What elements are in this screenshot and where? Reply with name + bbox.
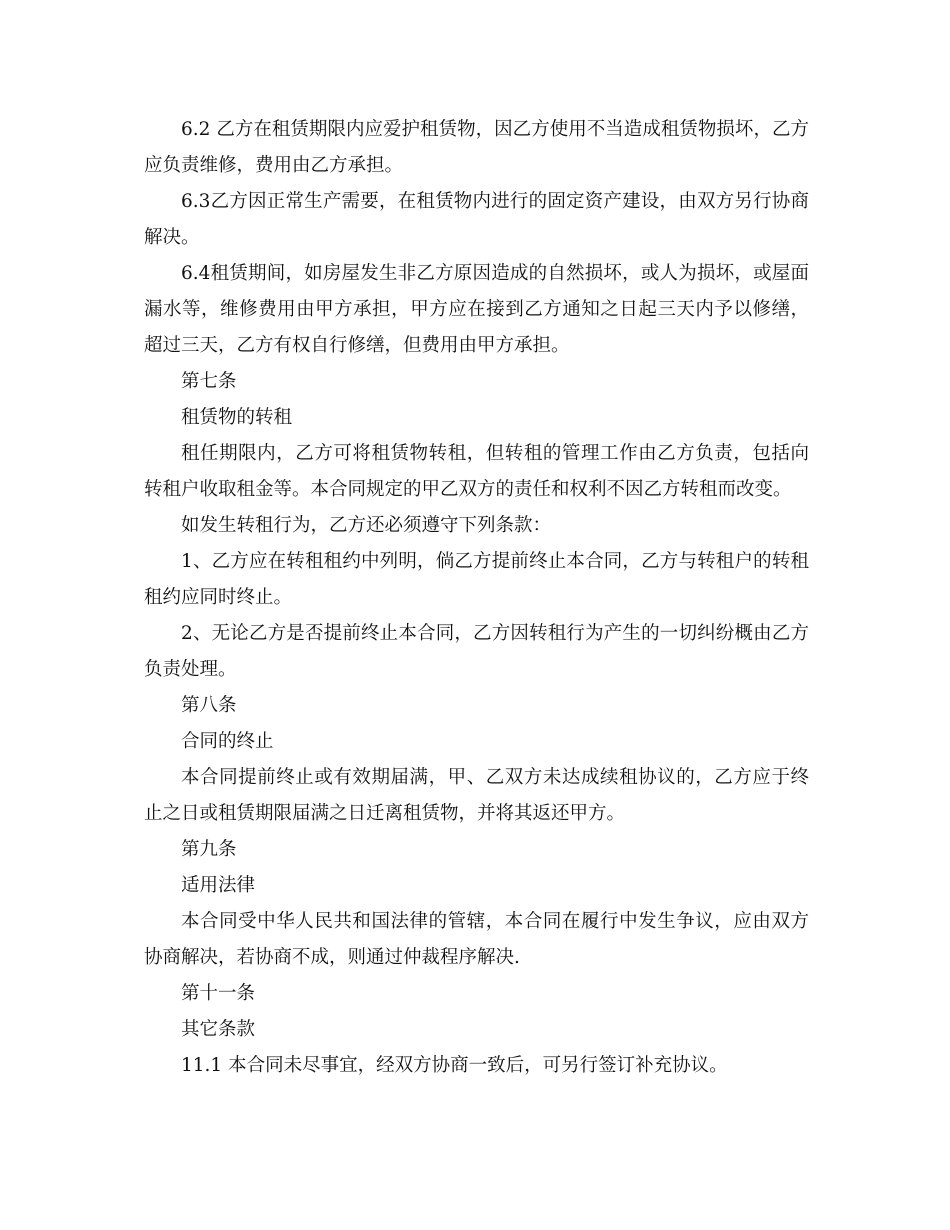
article-8-title: 合同的终止 bbox=[181, 731, 274, 752]
article-7-body-2: 如发生转租行为，乙方还必须遵守下列条款： bbox=[181, 515, 552, 536]
article-8-number: 第八条 bbox=[181, 695, 237, 716]
article-11-number: 第十一条 bbox=[181, 983, 256, 1004]
clause-6-3: 6.3乙方因正常生产需要，在租赁物内进行的固定资产建设，由双方另行协商解决。 bbox=[144, 191, 809, 248]
article-7-item-1: 1、乙方应在转租租约中列明，倘乙方提前终止本合同，乙方与转租户的转租租约应同时终止。 bbox=[144, 551, 809, 608]
clause-6-2: 6.2 乙方在租赁期限内应爱护租赁物，因乙方使用不当造成租赁物损坏，乙方应负责维修，费用由乙方承担。 bbox=[144, 119, 809, 176]
clause-11-1: 11.1 本合同未尽事宜，经双方协商一致后，可另行签订补充协议。 bbox=[181, 1055, 728, 1076]
article-9-body: 本合同受中华人民共和国法律的管辖，本合同在履行中发生争议，应由双方协商解决，若协商不成，则通过仲裁程序解决. bbox=[144, 911, 809, 968]
article-7-title: 租赁物的转租 bbox=[181, 407, 293, 428]
article-9-title: 适用法律 bbox=[181, 875, 256, 896]
article-7-item-2: 2、无论乙方是否提前终止本合同，乙方因转租行为产生的一切纠纷概由乙方负责处理。 bbox=[144, 623, 809, 680]
article-9-number: 第九条 bbox=[181, 839, 237, 860]
article-8-body: 本合同提前终止或有效期届满，甲、乙双方未达成续租协议的，乙方应于终止之日或租赁期限届满之日迁离租赁物，并将其返还甲方。 bbox=[144, 767, 809, 824]
article-11-title: 其它条款 bbox=[181, 1019, 256, 1040]
clause-6-4: 6.4租赁期间，如房屋发生非乙方原因造成的自然损坏，或人为损坏，或屋面漏水等，维修费用由甲方承担，甲方应在接到乙方通知之日起三天内予以修缮，超过三天，乙方有权自行修缮，但费用由甲方承担。 bbox=[144, 263, 809, 356]
document-body bbox=[144, 112, 809, 1084]
article-7-number: 第七条 bbox=[181, 371, 237, 392]
article-7-body-1: 租任期限内，乙方可将租赁物转租，但转租的管理工作由乙方负责，包括向转租户收取租金等。本合同规定的甲乙双方的责任和权利不因乙方转租而改变。 bbox=[144, 443, 809, 500]
